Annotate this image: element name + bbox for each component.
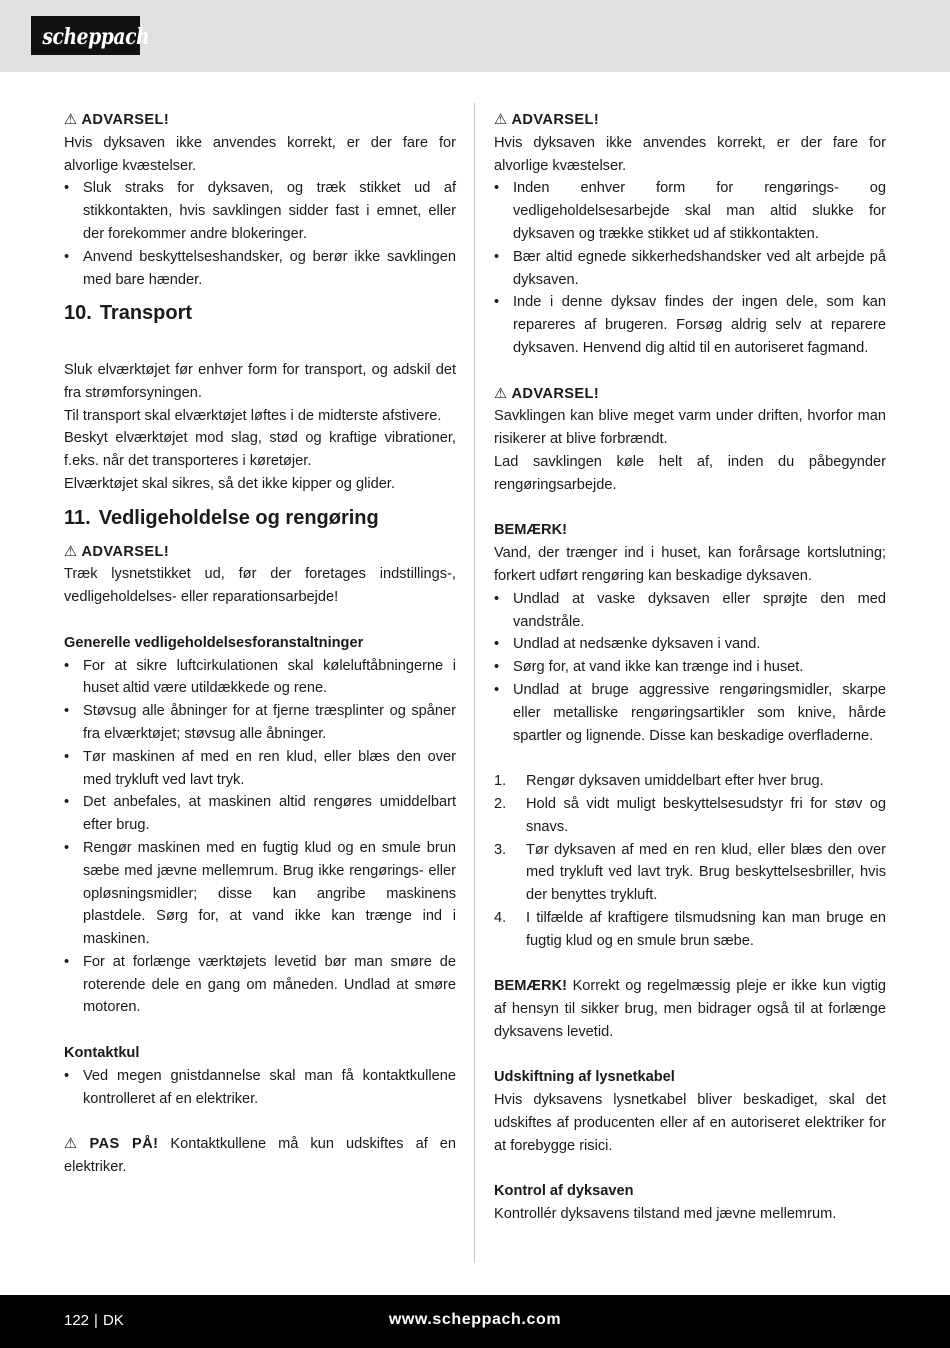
- list-item: • Inde i denne dyksav findes der ingen dele, som kan repareres af brugeren. Forsøg aldrig selv at reparere dyksaven. Henvend dig altid til en autoriseret fagmand.: [494, 294, 886, 356]
- note-text: Vand, der trænger ind i huset, kan forårsage kortslutning; forkert udført rengøring kan beskadige dyksaven.: [494, 545, 886, 584]
- list-item: 2. Hold så vidt muligt beskyttelsesudstyr fri for støv og snavs.: [494, 795, 886, 835]
- column-divider: [474, 103, 475, 1263]
- list-item: • Inden enhver form for rengørings- og vedligeholdelsesarbejde skal man altid slukke for dyksaven og trække stikket ud af stikkontakten.: [494, 180, 886, 242]
- paragraph: Til transport skal elværktøjet løftes i de midterste afstivere.: [64, 407, 442, 424]
- warning-triangle-icon: ⚠: [64, 543, 78, 560]
- brush-list: [64, 1065, 456, 1111]
- paragraph: Lad savklingen køle helt af, inden du påbegynder rengøringsarbejde.: [494, 453, 886, 493]
- warning-triangle-icon: ⚠: [494, 385, 508, 402]
- warning-triangle-icon: ⚠: [494, 112, 508, 128]
- page-number: 122 | DK: [64, 1312, 124, 1329]
- paragraph: Hvis dyksavens lysnetkabel bliver beskadiget, skal det udskiftes af producenten eller af en autoriseret elektriker for at forebygge risici.: [494, 1092, 886, 1154]
- section-heading-maintenance: 11. Vedligeholdelse og rengøring: [64, 506, 379, 529]
- list-item: • Sluk straks for dyksaven, og træk stikket ud af stikkontakten, hvis savklingen sidder fast i emnet, eller der forekommer andre blokeringer.: [64, 180, 456, 242]
- list-item: • Bær altid egnede sikkerhedshandsker ved alt arbejde på dyksaven.: [494, 248, 886, 288]
- list-item: • Tør maskinen af med en ren klud, eller blæs den over med trykluft ved lavt tryk.: [64, 748, 456, 788]
- page-header: [0, 0, 950, 72]
- warning-label: ⚠ ADVARSEL!: [64, 543, 170, 560]
- warning-label: ⚠ ADVARSEL!: [64, 112, 170, 128]
- left-column: [64, 109, 456, 1179]
- section-heading-transport: 10. Transport: [64, 302, 193, 325]
- list-item: • Sørg for, at vand ikke kan trænge ind i huset.: [494, 659, 804, 676]
- list-item: • Det anbefales, at maskinen altid rengøres umiddelbart efter brug.: [64, 794, 456, 834]
- paragraph: Sluk elværktøjet før enhver form for transport, og adskil det fra strømforsyningen.: [64, 361, 456, 401]
- paragraph: Elværktøjet skal sikres, så det ikke kipper og glider.: [64, 475, 395, 492]
- cleaning-steps-list: [494, 770, 886, 952]
- list-item: • Undlad at nedsænke dyksaven i vand.: [494, 636, 761, 653]
- warning-text: Hvis dyksaven ikke anvendes korrekt, er der fare for alvorlige kvæstelser.: [64, 134, 456, 174]
- right-column: [494, 109, 886, 1226]
- list-item: • Anvend beskyttelseshandsker, og berør ikke savklingen med bare hænder.: [64, 248, 456, 288]
- list-item: • Støvsug alle åbninger for at fjerne træsplinter og spåner fra elværktøjet; støvsug alle åbninger.: [64, 703, 456, 742]
- subheading-cable: Udskiftning af lysnetkabel: [494, 1069, 675, 1086]
- warning-label: ⚠ ADVARSEL!: [494, 385, 600, 402]
- note-paragraph: BEMÆRK! Korrekt og regelmæssig pleje er ikke kun vigtig af hensyn til sikker brug, men bidrager også til at forlænge dyksavens levetid.: [494, 978, 886, 1040]
- subheading-inspection: Kontrol af dyksaven: [494, 1183, 634, 1200]
- warning-list: [494, 177, 886, 359]
- general-maintenance-list: [64, 655, 456, 1020]
- warning-list: [64, 177, 456, 291]
- warning-text: Træk lysnetstikket ud, før der foretages indstillings-, vedligeholdelses- eller reparationsarbejde!: [64, 566, 456, 606]
- warning-triangle-icon: ⚠: [64, 112, 78, 128]
- list-item: • Undlad at vaske dyksaven eller sprøjte den med vandstråle.: [494, 590, 886, 630]
- paragraph: Beskyt elværktøjet mod slag, stød og kraftige vibrationer, f.eks. når det transporteres i køretøjer.: [64, 430, 456, 470]
- page-footer: [0, 1295, 950, 1348]
- list-item: • Rengør maskinen med en fugtig klud og en smule brun sæbe med jævne mellemrum. Brug ikke rengørings- eller opløsningsmidler; disse kan angribe maskinens plastdele. Sørg for, at vand ikke kan trænge ind i maskinen.: [64, 839, 456, 948]
- list-item: • For at sikre luftcirkulationen skal køleluftåbningerne i huset altid være utildækkede og rene.: [64, 657, 456, 697]
- warning-triangle-icon: ⚠: [64, 1136, 86, 1153]
- list-item: 4. I tilfælde af kraftigere tilsmudsning kan man bruge en fugtig klud og en smule brun sæbe.: [494, 909, 886, 949]
- list-item: • For at forlænge værktøjets levetid bør man smøre de roterende dele en gang om måneden. Undlad at smøre motoren.: [64, 953, 456, 1016]
- warning-text: Hvis dyksaven ikke anvendes korrekt, er der fare for alvorlige kvæstelser.: [494, 134, 886, 174]
- list-item: • Undlad at bruge aggressive rengøringsmidler, skarpe eller metalliske rengøringsartikler som knive, hårde spartler og lignende. Disse kan beskadige overfladerne.: [494, 681, 886, 744]
- list-item: 1. Rengør dyksaven umiddelbart efter hver brug.: [494, 773, 824, 790]
- list-item: • Ved megen gnistdannelse skal man få kontaktkullene kontrolleret af en elektriker.: [64, 1067, 456, 1107]
- scheppach-logo: scheppach: [31, 16, 140, 55]
- list-item: 3. Tør dyksaven af med en ren klud, eller blæs den over med trykluft ved lavt tryk. Brug beskyttelsesbriller, hvis der benyttes trykluft.: [494, 841, 886, 904]
- paragraph: Kontrollér dyksavens tilstand med jævne mellemrum.: [494, 1206, 837, 1223]
- note-label: BEMÆRK!: [494, 522, 567, 539]
- note-list: [494, 588, 886, 748]
- paragraph: Savklingen kan blive meget varm under driften, hvorfor man risikerer at blive forbrændt.: [494, 408, 886, 448]
- caution-paragraph: ⚠ PAS PÅ! Kontaktkullene må kun udskiftes af en elektriker.: [64, 1136, 457, 1176]
- website-url: www.scheppach.com: [388, 1311, 562, 1328]
- subheading-general: Generelle vedligeholdelsesforanstaltninger: [64, 634, 364, 651]
- subheading-brushes: Kontaktkul: [64, 1045, 140, 1062]
- warning-label: ⚠ ADVARSEL!: [494, 112, 600, 128]
